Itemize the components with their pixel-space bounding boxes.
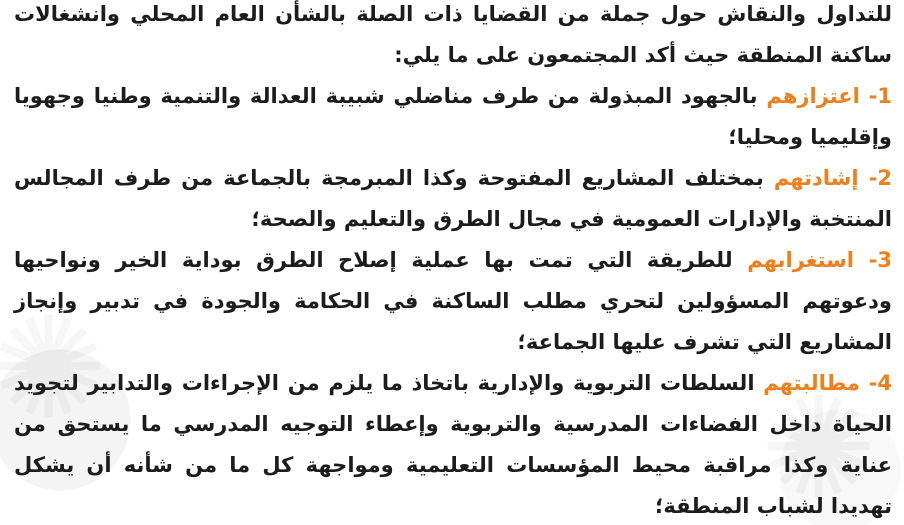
item-text: بالجهود المبذولة من طرف مناضلي شبيبة العدالة والتنمية وطنيا وجهويا وإقليميا ومحليا؛ xyxy=(14,84,892,149)
item-keyword: إشادتهم xyxy=(773,166,859,190)
list-item-2 xyxy=(14,158,892,240)
item-text: بمختلف المشاريع المفتوحة وكذا المبرمجة بالجماعة من طرف المجالس المنتخبة والإدارات العمومية في مجال الطرق والتعليم والصحة؛ xyxy=(14,166,892,231)
list-item-3 xyxy=(14,240,892,363)
item-number: 1- xyxy=(859,84,892,108)
item-keyword: اعتزازهم xyxy=(766,84,860,108)
item-keyword: مطالبتهم xyxy=(763,371,860,395)
intro-paragraph: للتداول والنقاش حول جملة من القضايا ذات الصلة بالشأن العام المحلي وانشغالات ساكنة المنطقة حيث أكد المجتمعون على ما يلي: xyxy=(14,2,892,67)
item-number: 4- xyxy=(859,371,892,395)
item-text: السلطات التربوية والإدارية باتخاذ ما يلزم من الإجراءات والتدابير لتجويد الحياة داخل الفضاءات المدرسية والتربوية وإعطاء التوجيه المدرسي ما يستحق من عناية وكذا مراقبة محيط المؤسسات التعليمية ومواجهة كل ما من شأنه أن يشكل تهديدا لشباب المنطقة؛ xyxy=(14,371,892,518)
item-keyword: استغرابهم xyxy=(747,248,855,272)
item-number: 2- xyxy=(858,166,892,190)
list-item-4 xyxy=(14,363,892,525)
item-number: 3- xyxy=(854,248,892,272)
article-body xyxy=(14,0,892,525)
list-item-1 xyxy=(14,76,892,158)
item-text: للطريقة التي تمت بها عملية إصلاح الطرق بوداية الخير ونواحيها ودعوتهم المسؤولين لتحري مطلب الساكنة في الحكامة والجودة في تدبير وإنجاز المشاريع التي تشرف عليها الجماعة؛ xyxy=(14,248,892,354)
